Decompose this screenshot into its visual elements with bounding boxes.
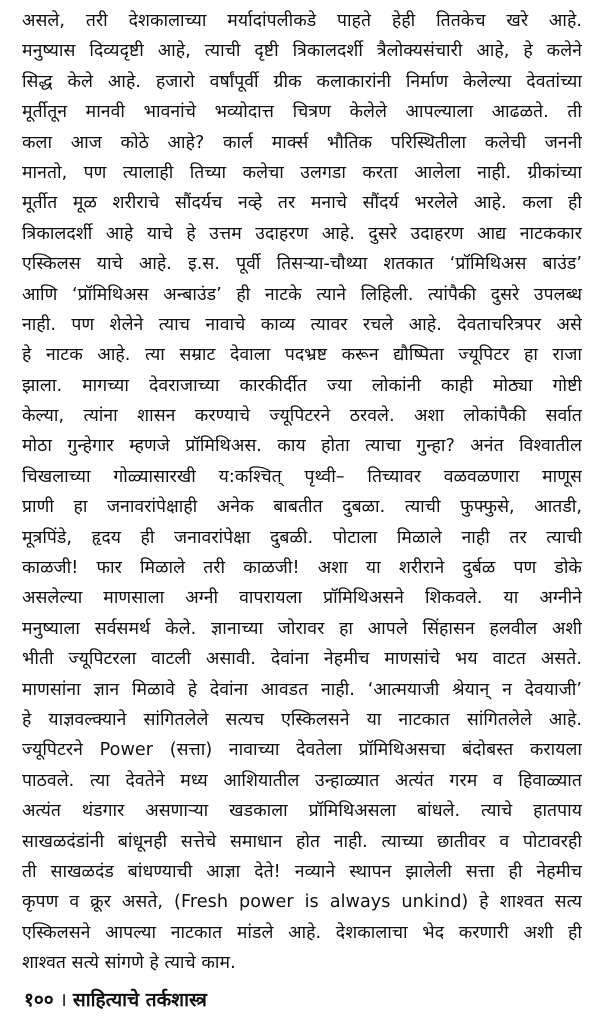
text-line: चिखलाच्या गोळ्यासारखी य:कश्चित् पृथ्वी– तिच्यावर वळवळणारा माणूस	[22, 466, 582, 487]
text-line: हे याज्ञवल्क्याने सांगितलेले सत्यच एस्किलसने या नाटकात सांगितलेले आहे.	[22, 709, 582, 730]
text-line: काळजी! फार मिळाले तरी काळजी! अशा या शरीराने दुर्बळ पण डोके	[22, 558, 582, 579]
text-line: असले, तरी देशकालाच्या मर्यादांपलीकडे पाहते हेही तितकेच खरे आहे.	[22, 11, 582, 31]
text-line: ज्यूपिटरने Power (सत्ता) नावाच्या देवतेला प्रॉमिथिअसचा बंदोबस्त करायला	[22, 740, 582, 761]
text-line: झाला. मागच्या देवराजाच्या कारकीर्दीत ज्या लोकांनी काही मोठ्या गोष्टी	[22, 375, 582, 396]
page-content	[22, 6, 582, 979]
text-line: साखळदंडांनी बांधूनही सत्तेचे समाधान होत नाही. त्याच्या छातीवर व पोटावरही	[22, 831, 582, 852]
text-line: कृपण व क्रूर असते, (Fresh power is always unkind) हे शाश्वत सत्य	[22, 892, 582, 913]
page-footer	[24, 986, 207, 1012]
text-line: माणसांना ज्ञान मिळावे हे देवांना आवडत नाही. ‘आत्मयाजी श्रेयान् न देवयाजी’	[22, 679, 582, 700]
text-line: आणि ‘प्रॉमिथिअस अन्बाउंड’ ही नाटके त्याने लिहिली. त्यांपैकी दुसरे उपलब्ध	[22, 284, 582, 305]
text-line: मनुष्याला सर्वसमर्थ केले. ज्ञानाच्या जोरावर हा आपले सिंहासन हलवील अशी	[22, 618, 582, 639]
text-line: शाश्वत सत्ये सांगणे हे त्याचे काम.	[22, 953, 236, 974]
text-line: मूत्रपिंडे, हृदय ही जनावरांपेक्षा दुबळी. पोटाला मिळाले नाही तर त्याची	[22, 527, 582, 548]
text-line: मूर्तीत मूळ शरीराचे सौंदर्यच नव्हे तर मनाचे सौंदर्य भरलेले आहे. कला ही	[22, 193, 582, 214]
text-line: ती साखळदंड बांधण्याची आज्ञा देते! नव्याने स्थापन झालेली सत्ता ही नेहमीच	[22, 861, 582, 882]
text-line: त्रिकालदर्शी आहे याचे हे उत्तम उदाहरण आहे. दुसरे उदाहरण आद्य नाटककार	[22, 223, 582, 244]
text-line: नाही. पण शेलेने त्याच नावाचे काव्य त्यावर रचले आहे. देवताचरित्रपर असे	[22, 314, 582, 335]
text-line: भीती ज्यूपिटरला वाटली असावी. देवांना नेहमीच माणसांचे भय वाटत असते.	[22, 649, 582, 670]
body-text	[22, 6, 582, 979]
text-line: मनुष्यास दिव्यदृष्टी आहे, त्याची दृष्टी त्रिकालदर्शी त्रैलोक्यसंचारी आहे, हे कलेने	[22, 41, 582, 62]
text-line: पाठवले. त्या देवतेने मध्य आशियातील उन्हाळ्यात अत्यंत गरम व हिवाळ्यात	[22, 770, 582, 791]
text-line: असलेल्या माणसाला अग्नी वापरायला प्रॉमिथिअसने शिकवले. या अग्नीने	[22, 588, 582, 609]
text-line: कला आज कोठे आहे? कार्ल मार्क्स भौतिक परिस्थितीला कलेची जननी	[22, 132, 582, 153]
text-line: मानतो, पण त्यालाही तिच्या कलेचा उलगडा करता आलेला नाही. ग्रीकांच्या	[22, 162, 582, 183]
book-title: साहित्याचे तर्कशास्त्र	[72, 989, 207, 1011]
text-line: केल्या, त्यांना शासन करण्याचे ज्यूपिटरने ठरवले. अशा लोकांपैकी सर्वात	[22, 406, 582, 427]
text-line: हे नाटक आहे. त्या सम्राट देवाला पदभ्रष्ट करून द्यौष्पिता ज्यूपिटर हा राजा	[22, 345, 582, 366]
footer-separator: ।	[59, 989, 67, 1011]
text-line: सिद्ध केले आहे. हजारो वर्षांपूर्वी ग्रीक कलाकारांनी निर्माण केलेल्या देवतांच्या	[22, 71, 582, 92]
text-line: अत्यंत थंडगार असणाऱ्या खडकाला प्रॉमिथिअसला बांधले. त्याचे हातपाय	[22, 801, 582, 822]
text-line: मूर्तीतून मानवी भावनांचे भव्योदात्त चित्रण केलेले आपल्याला आढळते. ती	[22, 102, 582, 123]
text-line: एस्किलसने आपल्या नाटकात मांडले आहे. देशकालाचा भेद करणारी अशी ही	[22, 922, 582, 943]
text-line: एस्किलस याचे आहे. इ.स. पूर्वी तिसऱ्या-चौथ्या शतकात ‘प्रॉमिथिअस बाउंड’	[22, 254, 582, 275]
page-number: १००	[24, 989, 54, 1011]
text-line: प्राणी हा जनावरांपेक्षाही अनेक बाबतीत दुबळा. त्याची फुफ्फुसे, आतडी,	[22, 497, 582, 518]
text-line: मोठा गुन्हेगार म्हणजे प्रॉमिथिअस. काय होता त्याचा गुन्हा? अनंत विश्वातील	[22, 436, 582, 457]
